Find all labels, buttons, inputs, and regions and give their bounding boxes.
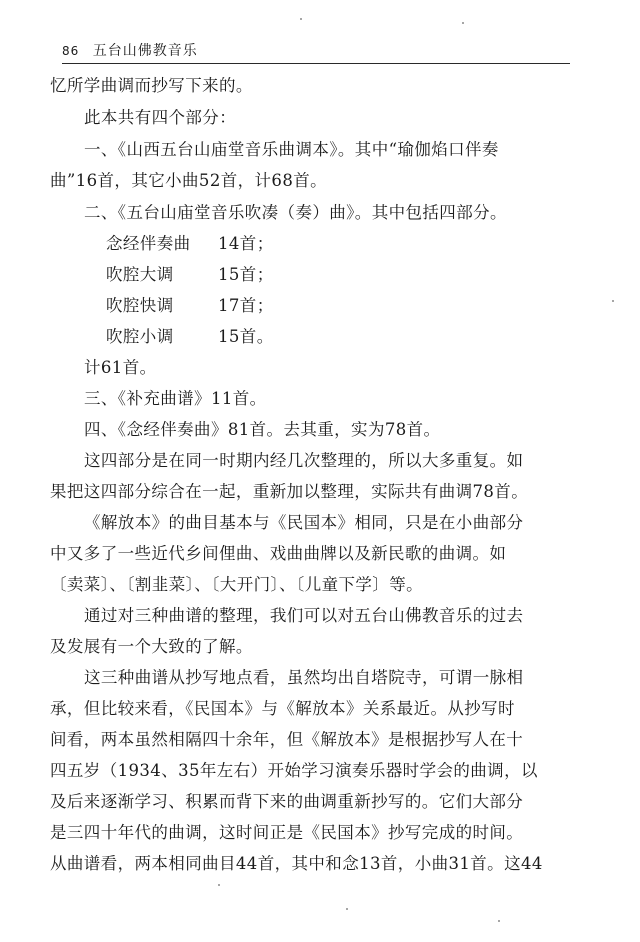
body-line: 计61首。 bbox=[84, 358, 157, 377]
scan-speck bbox=[612, 300, 614, 302]
list-item-count: 17首； bbox=[218, 296, 274, 315]
body-line: 是三四十年代的曲调，这时间正是《民国本》抄写完成的时间。 bbox=[50, 823, 524, 842]
running-header bbox=[62, 40, 570, 64]
scan-speck bbox=[346, 908, 348, 910]
list-item-count: 15首。 bbox=[218, 327, 274, 346]
body-line: 中又多了一些近代乡间俚曲、戏曲曲牌以及新民歌的曲调。如 bbox=[50, 544, 507, 563]
body-line: 这四部分是在同一时期内经几次整理的，所以大多重复。如 bbox=[84, 451, 524, 470]
list-item-count: 15首； bbox=[218, 265, 274, 284]
scan-speck bbox=[498, 920, 500, 922]
body-line: 曲”16首，其它小曲52首，计68首。 bbox=[50, 171, 328, 190]
body-line: 从曲谱看，两本相同曲目44首，其中和念13首，小曲31首。这44 bbox=[50, 854, 543, 873]
body-line: 间看，两本虽然相隔四十余年，但《解放本》是根据抄写人在十 bbox=[50, 730, 524, 749]
body-line: 《解放本》的曲目基本与《民国本》相同，只是在小曲部分 bbox=[84, 513, 524, 532]
body-line: 此本共有四个部分： bbox=[84, 108, 237, 127]
body-line: 一、《山西五台山庙堂音乐曲调本》。其中“瑜伽焰口伴奏 bbox=[84, 140, 499, 159]
body-line: 及发展有一个大致的了解。 bbox=[50, 637, 253, 656]
scan-speck bbox=[462, 22, 464, 24]
body-line: 承，但比较来看，《民国本》与《解放本》关系最近。从抄写时 bbox=[50, 699, 515, 718]
scan-speck bbox=[218, 884, 220, 886]
page-number: 86 bbox=[62, 44, 80, 58]
list-item-count: 14首； bbox=[218, 234, 274, 253]
body-line: 通过对三种曲谱的整理，我们可以对五台山佛教音乐的过去 bbox=[84, 606, 524, 625]
body-line: 忆所学曲调而抄写下来的。 bbox=[50, 76, 253, 95]
body-line: 及后来逐渐学习、积累而背下来的曲调重新抄写的。它们大部分 bbox=[50, 792, 524, 811]
list-item-name: 吹腔大调 bbox=[106, 265, 174, 284]
body-line: 四、《念经伴奏曲》81首。去其重，实为78首。 bbox=[84, 420, 441, 439]
body-line: 〔卖菜〕、〔割韭菜〕、〔大开门〕、〔儿童下学〕等。 bbox=[50, 575, 423, 594]
body-line: 四五岁（1934、35年左右）开始学习演奏乐器时学会的曲调，以 bbox=[50, 761, 538, 780]
scan-speck bbox=[300, 18, 302, 20]
body-line: 果把这四部分综合在一起，重新加以整理，实际共有曲调78首。 bbox=[50, 482, 529, 501]
list-item-name: 念经伴奏曲 bbox=[106, 234, 191, 253]
body-line: 三、《补充曲谱》11首。 bbox=[84, 389, 267, 408]
body-line: 二、《五台山庙堂音乐吹凑（奏）曲》。其中包括四部分。 bbox=[84, 203, 507, 222]
list-item-name: 吹腔小调 bbox=[106, 327, 174, 346]
running-title: 五台山佛教音乐 bbox=[92, 43, 198, 59]
header-rule bbox=[62, 63, 570, 64]
list-item-name: 吹腔快调 bbox=[106, 296, 174, 315]
body-line: 这三种曲谱从抄写地点看，虽然均出自塔院寺，可谓一脉相 bbox=[84, 668, 524, 687]
